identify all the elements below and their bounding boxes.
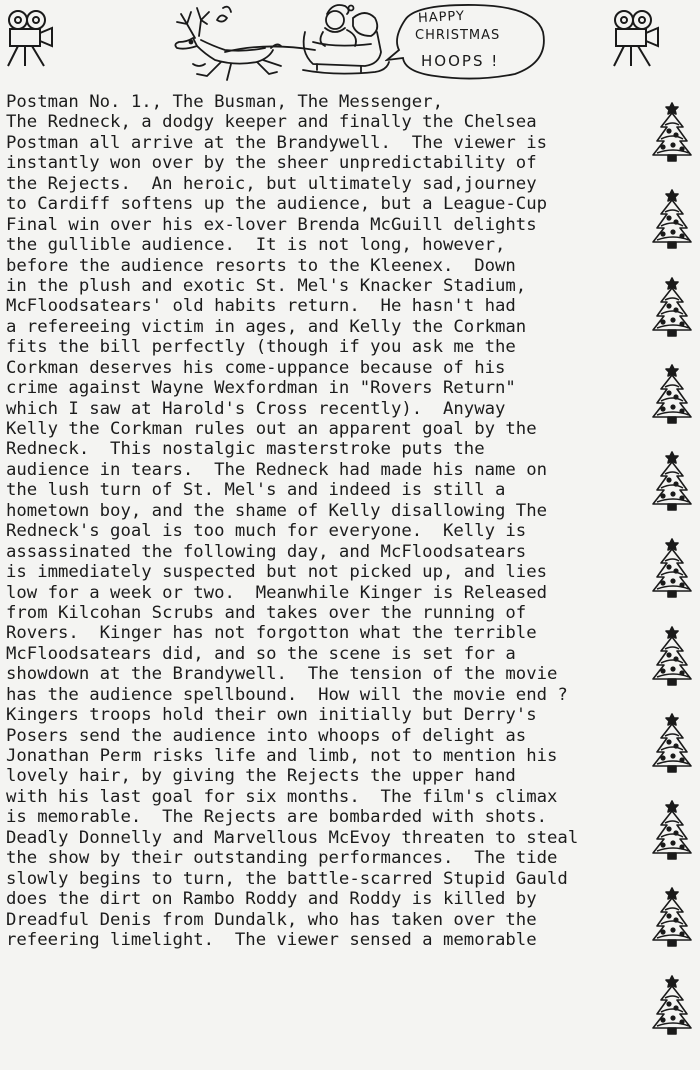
article-line: the Rejects. An heroic, but ultimately sad,journey	[6, 173, 537, 194]
film-camera-icon	[608, 8, 664, 68]
film-camera-icon	[4, 8, 60, 68]
article-line: Kingers troops hold their own initially but Derry's	[6, 705, 537, 726]
article-line: before the audience resorts to the Kleenex. Down	[6, 255, 516, 276]
article-line: lovely hair, by giving the Rejects the upper hand	[6, 766, 516, 787]
article-line: the show by their outstanding performances. The tide	[6, 848, 558, 869]
christmas-tree-icon	[649, 625, 695, 687]
article-line: in the plush and exotic St. Mel's Knacker Stadium,	[6, 275, 527, 296]
article-body	[6, 92, 636, 950]
article-line: instantly won over by the sheer unpredictability of	[6, 153, 537, 174]
article-line: Redneck's goal is too much for everyone. Kelly is	[6, 521, 527, 542]
christmas-tree-icon	[649, 276, 695, 338]
christmas-tree-margin	[645, 95, 700, 1070]
article-line: Postman all arrive at the Brandywell. The viewer is	[6, 132, 548, 153]
christmas-tree-icon	[649, 450, 695, 512]
article-line: Deadly Donnelly and Marvellous McEvoy threaten to steal	[6, 827, 579, 848]
article-line: is immediately suspected but not picked up, and lies	[6, 562, 548, 583]
article-line: assassinated the following day, and McFloodsatears	[6, 541, 527, 562]
article-line: Rovers. Kinger has not forgotton what the terrible	[6, 623, 537, 644]
christmas-tree-icon	[649, 537, 695, 599]
article-line: the gullible audience. It is not long, however,	[6, 235, 506, 256]
article-line: Postman No. 1., The Busman, The Messenger,	[6, 92, 443, 112]
article-line: does the dirt on Rambo Roddy and Roddy is killed by	[6, 889, 537, 910]
christmas-tree-icon	[649, 974, 695, 1036]
article-line: is memorable. The Rejects are bombarded with shots.	[6, 807, 548, 828]
speech-bubble	[385, 2, 550, 82]
article-line: Corkman deserves his come-uppance because of his	[6, 357, 506, 378]
article-line: hometown boy, and the shame of Kelly disallowing The	[6, 500, 548, 521]
article-line: to Cardiff softens up the audience, but a League-Cup	[6, 194, 548, 215]
article-line: Posers send the audience into whoops of delight as	[6, 725, 527, 746]
article-line: Final win over his ex-lover Brenda McGuill delights	[6, 214, 537, 235]
christmas-tree-icon	[649, 886, 695, 948]
christmas-tree-icon	[649, 101, 695, 163]
article-line: refeering limelight. The viewer sensed a memorable	[6, 929, 537, 950]
greeting-line-2: CHRISTMAS	[415, 28, 501, 43]
christmas-tree-icon	[649, 188, 695, 250]
greeting-line-3: HOOPS !	[421, 52, 500, 70]
article-line: Jonathan Perm risks life and limb, not to mention his	[6, 746, 558, 766]
christmas-tree-icon	[649, 799, 695, 861]
article-line: crime against Wayne Wexfordman in "Rovers Return"	[6, 378, 516, 399]
article-line: from Kilcohan Scrubs and takes over the running of	[6, 602, 527, 623]
article-line: which I saw at Harold's Cross recently). Anyway	[6, 398, 506, 419]
article-line: Dreadful Denis from Dundalk, who has taken over the	[6, 909, 537, 930]
santa-sleigh-reindeer-icon	[165, 2, 390, 82]
article-line: showdown at the Brandywell. The tension of the movie	[6, 664, 558, 685]
greeting-line-1: HAPPY	[417, 8, 466, 27]
article-line: has the audience spellbound. How will the movie end ?	[6, 684, 568, 705]
article-line: Kelly the Corkman rules out an apparent goal by the	[6, 419, 537, 439]
article-line: slowly begins to turn, the battle-scarred Stupid Gauld	[6, 868, 568, 889]
christmas-tree-icon	[649, 363, 695, 425]
christmas-tree-icon	[649, 712, 695, 774]
article-line: McFloodsatears did, and so the scene is set for a	[6, 643, 516, 664]
header-illustration	[0, 0, 700, 95]
article-line: The Redneck, a dodgy keeper and finally the Chelsea	[6, 112, 537, 133]
article-line: a refereeing victim in ages, and Kelly the Corkman	[6, 316, 527, 337]
article-line: Redneck. This nostalgic masterstroke puts the	[6, 439, 485, 460]
article-line: low for a week or two. Meanwhile Kinger is Released	[6, 582, 548, 603]
article-line: audience in tears. The Redneck had made his name on	[6, 459, 548, 480]
article-line: with his last goal for six months. The film's climax	[6, 786, 558, 807]
article-line: McFloodsatears' old habits return. He hasn't had	[6, 296, 516, 317]
article-line: fits the bill perfectly (though if you ask me the	[6, 337, 516, 358]
article-line: the lush turn of St. Mel's and indeed is still a	[6, 480, 506, 501]
